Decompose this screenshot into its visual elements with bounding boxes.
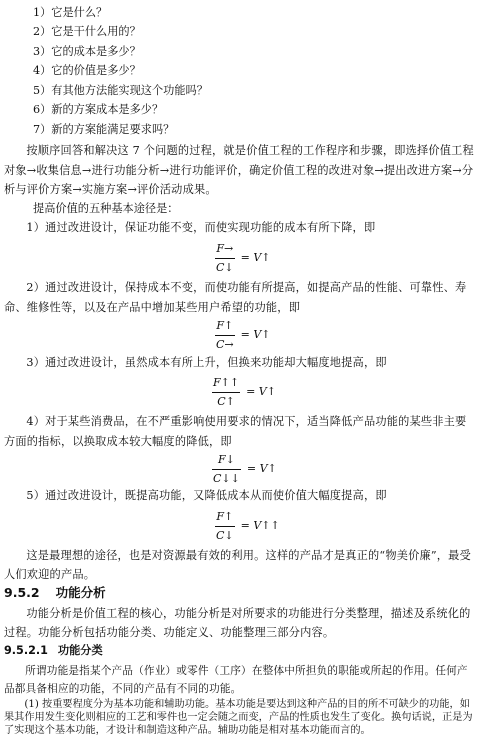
paths-intro: 提高价值的五种基本途径是： xyxy=(33,202,179,215)
formula-5-rhs: = V↑↑ xyxy=(240,519,280,533)
formula-5-numerator: F↑ xyxy=(216,510,234,523)
formula-2 xyxy=(215,318,271,353)
path-1-text: 1）通过改进设计，保证功能不变，而使实现功能的成本有所下降，即 xyxy=(26,221,376,234)
question-7: 7）新的方案能满足要求吗？ xyxy=(33,123,175,136)
subsection-title: 功能分类 xyxy=(57,644,103,657)
formula-1-rhs: = V↑ xyxy=(240,251,271,265)
section-number: 9.5.2 xyxy=(4,585,40,600)
paragraph-process: 按顺序回答和解决这 7 个问题的过程，就是价值工程的工作程序和步骤，即选择价值工程对象→收集信息→进行功能分析→进行功能评价，确定价值工程的改进对象→提出改进方案→分析与评价方案→实施方案→评价活动成果。 xyxy=(4,144,474,196)
subsection-number: 9.5.2.1 xyxy=(4,644,48,657)
formula-3 xyxy=(212,375,276,410)
path-5-text: 5）通过改进设计，既提高功能，又降低成本从而使价值大幅度提高，即 xyxy=(26,489,387,502)
formula-3-denominator: C↑ xyxy=(217,394,235,408)
formula-1-numerator: F→ xyxy=(216,242,234,255)
question-3: 3）它的成本是多少？ xyxy=(33,45,141,58)
paragraph-function: 所谓功能是指某个产品（作业）或零件（工序）在整体中所担负的职能或所起的作用。任何产品都具备相应的功能，不同的产品有不同的功能。 xyxy=(4,665,468,695)
formula-4-rhs: = V↑ xyxy=(246,462,277,476)
formula-4-denominator: C↓↓ xyxy=(213,471,240,485)
formula-2-denominator: C→ xyxy=(216,337,234,351)
question-2: 2）它是干什么用的？ xyxy=(33,25,141,38)
formula-4 xyxy=(212,452,277,487)
paragraph-analysis: 功能分析是价值工程的核心，功能分析是对所要求的功能进行分类整理，描述及系统化的过程。功能分析包括功能分类、功能定义、功能整理三部分内容。 xyxy=(4,607,471,639)
formula-1 xyxy=(215,241,271,276)
question-1: 1）它是什么？ xyxy=(33,6,108,19)
formula-1-denominator: C↓ xyxy=(216,260,234,274)
question-5: 5）有其他方法能实现这个功能吗？ xyxy=(33,84,208,97)
path-4-text: 4）对于某些消费品，在不严重影响使用要求的情况下，适当降低产品功能的某些非主要方面的指标，以换取成本较大幅度的降低，即 xyxy=(4,415,467,448)
formula-5-denominator: C↓ xyxy=(216,528,234,542)
question-4: 4）它的价值是多少？ xyxy=(33,64,141,77)
class-item-1: (1) 按重要程度分为基本功能和辅助功能。基本功能是要达到这种产品的目的所不可缺少的功能，如果其作用发生变化则相应的工艺和零件也一定会随之而变，产品的性质也发生了变化。换句话说，正是为了实现这个基本功能，才设计和制造这种产品。辅助功能是相对基本功能而言的。 xyxy=(4,699,473,736)
section-heading-9-5-2 xyxy=(4,584,106,602)
formula-2-numerator: F↑ xyxy=(216,319,234,332)
formula-2-rhs: = V↑ xyxy=(240,328,271,342)
formula-3-numerator: F↑↑ xyxy=(213,376,240,389)
section-title: 功能分析 xyxy=(55,585,106,600)
path-3-text: 3）通过改进设计，虽然成本有所上升，但换来功能却大幅度地提高，即 xyxy=(26,356,387,369)
path-2-text: 2）通过改进设计，保持成本不变，而使功能有所提高，如提高产品的性能、可靠性、寿命、维修性等，以及在产品中增加某些用户希望的功能，即 xyxy=(4,281,467,314)
question-6: 6）新的方案成本是多少？ xyxy=(33,103,164,116)
section-heading-9-5-2-1 xyxy=(4,643,103,659)
formula-5 xyxy=(215,509,280,544)
paragraph-ideal: 这是最理想的途径，也是对资源最有效的利用。这样的产品才是真正的“物美价廉”，最受人们欢迎的产品。 xyxy=(4,549,471,581)
formula-4-numerator: F↓ xyxy=(218,453,235,466)
formula-3-rhs: = V↑ xyxy=(246,385,276,399)
